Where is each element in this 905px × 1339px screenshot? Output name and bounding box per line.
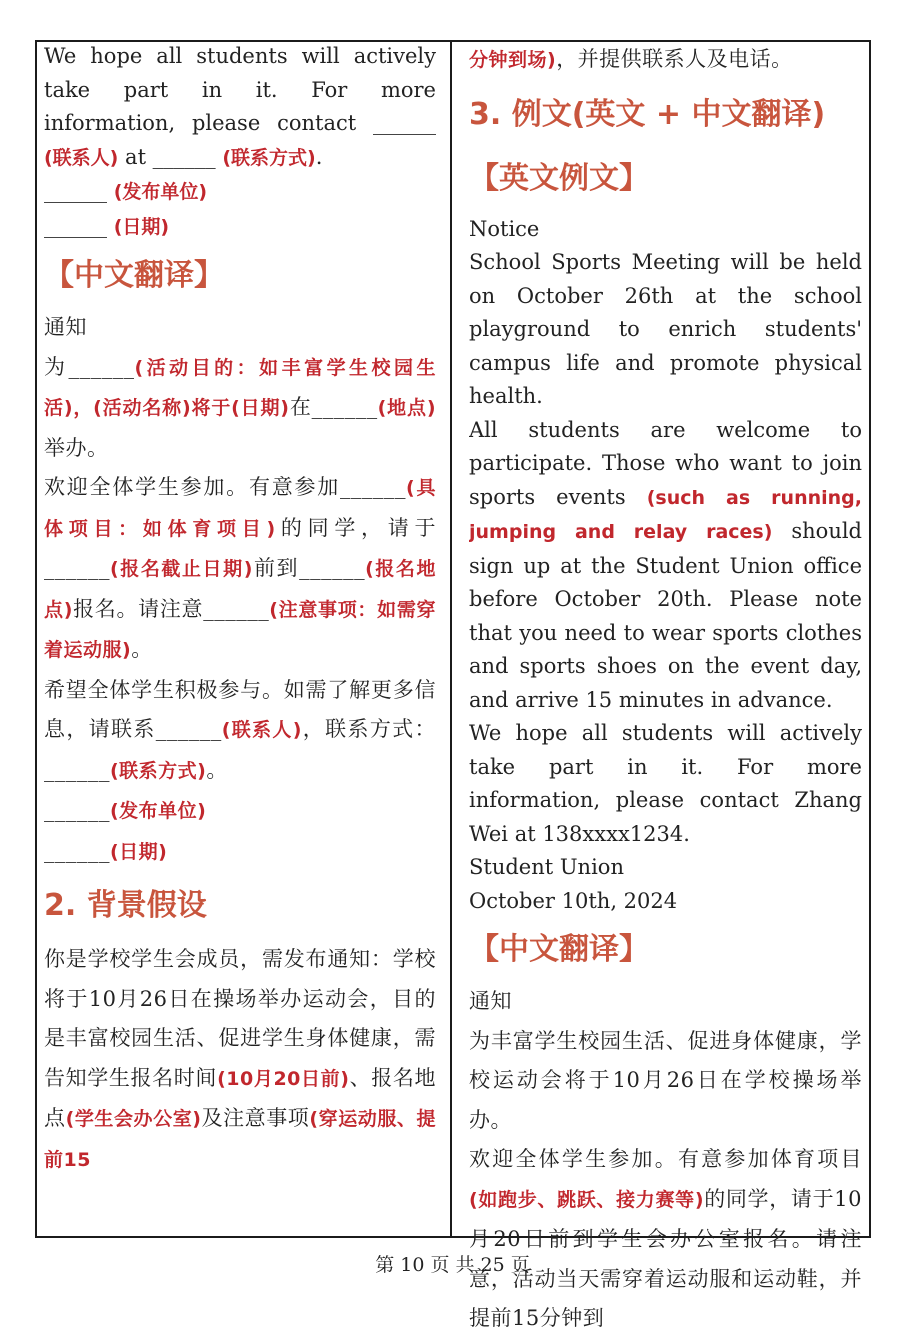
body-text: ，联系方式：______ <box>44 717 436 782</box>
template-signature <box>44 175 436 210</box>
highlight-text: (10月20日前) <box>217 1067 350 1090</box>
highlight-text: (报名截止日期) <box>110 558 253 580</box>
body-text: 的同学，请于______ <box>44 515 436 580</box>
example-en-date: October 10th, 2024 <box>469 888 678 913</box>
highlight-text: (具体项目：如体育项目) <box>44 477 436 540</box>
body-text: 的同学，请于10月20日前到学生会办公室报名。请注意，活动当天需穿着运动服和运动鞋，并提前15分钟到 <box>469 1186 862 1330</box>
highlight-text: (发布单位) <box>110 800 207 822</box>
body-text: 你是学校学生会成员，需发布通知：学校将于10月26日在操场举办运动会，目的是丰富校园生活、促进学生身体健康，需告知学生报名时间 <box>44 947 436 1090</box>
body-text: 欢迎全体学生参加。有意参加体育项目 <box>469 1147 862 1171</box>
body-text: 欢迎全体学生参加。有意参加______ <box>44 475 407 499</box>
highlight-text: (联系方式) <box>222 146 316 169</box>
body-text: We hope all students will actively take part in it. For more information, please contact ______ <box>44 44 436 135</box>
background-heading: 2. 背景假设 <box>44 888 207 923</box>
notice-title-cn: 通知 <box>44 315 87 339</box>
example-cn-heading: 【中文翻译】 <box>469 932 649 967</box>
body-text: 希望全体学生积极参与。如需了解更多信息，请联系______ <box>44 677 436 741</box>
body-text: 。 <box>131 637 153 661</box>
example-cn-paragraph-1: 为丰富学生校园生活、促进身体健康，学校运动会将于10月26日在学校操场举办。 <box>469 1028 862 1132</box>
highlight-text: (地点) <box>377 397 436 419</box>
highlight-text: (穿运动服、提前15 <box>44 1108 436 1171</box>
example-cn-paragraph-2 <box>469 1140 862 1339</box>
highlight-text: (学生会办公室) <box>65 1108 202 1130</box>
template-cn-paragraph-3 <box>44 671 436 792</box>
highlight-text: (联系人) <box>44 146 119 169</box>
highlight-text: (发布单位) <box>113 181 208 203</box>
body-text: 报名。请注意______ <box>72 596 270 621</box>
body-text: 在______ <box>289 395 378 419</box>
body-text: ______ <box>44 798 110 822</box>
highlight-text: (日期) <box>113 215 170 238</box>
template-closing-paragraph <box>44 40 436 175</box>
example-en-paragraph-2 <box>469 414 862 718</box>
notice-title-en: Notice <box>469 216 540 241</box>
highlight-text: (联系人) <box>221 719 302 741</box>
body-text: ______ <box>44 179 114 203</box>
body-text: 前到______ <box>252 556 366 580</box>
body-text: 、报名地点 <box>44 1065 436 1130</box>
example-heading: 3. 例文(英文 + 中文翻译) <box>469 96 826 132</box>
body-text: ______ <box>44 213 114 238</box>
body-text: ，并提供联系人及电话。 <box>556 47 793 71</box>
body-text: 举办。 <box>44 435 109 460</box>
example-en-paragraph-1: School Sports Meeting will be held on October 26th at the school playground to enrich students' campus life and promote physical health. <box>469 250 862 408</box>
highlight-text: (日期) <box>110 840 168 863</box>
body-text: 。 <box>206 757 228 782</box>
left-column <box>44 40 436 1180</box>
english-example-heading: 【英文例文】 <box>469 160 649 196</box>
highlight-text: (注意事项：如需穿着运动服) <box>44 598 436 661</box>
body-text: All students are welcome to participate. Those who want to join sports events <box>469 417 862 509</box>
highlight-text: (such as running, jumping and relay races) <box>469 486 862 543</box>
chinese-translation-heading: 【中文翻译】 <box>44 258 224 293</box>
body-text: 及注意事项 <box>201 1106 310 1130</box>
highlight-text: (活动目的：如丰富学生校园生活)，(活动名称)将于(日期) <box>44 356 436 419</box>
highlight-text: (报名地点) <box>44 558 436 621</box>
template-cn-paragraph-1 <box>44 348 436 469</box>
body-text: at ______ <box>118 144 223 169</box>
body-text: should sign up at the Student Union office before October 20th. Please note that you need to wear sports clothes and sports shoes on the event day, and arrive 15 minutes in advance. <box>469 519 862 712</box>
template-cn-paragraph-2 <box>44 468 436 671</box>
body-text: 为______ <box>44 354 135 379</box>
notice-title-cn-example: 通知 <box>469 989 512 1013</box>
template-cn-signature <box>44 791 436 832</box>
body-text: ______ <box>44 838 110 863</box>
template-cn-date <box>44 832 436 873</box>
example-en-paragraph-3: We hope all students will actively take part in it. For more information, please contact Zhang Wei at 138xxxx1234. <box>469 721 862 846</box>
background-continued <box>469 40 862 81</box>
body-text: . <box>315 144 323 169</box>
highlight-text: (如跑步、跳跃、接力赛等) <box>469 1188 705 1211</box>
right-column <box>469 40 862 1339</box>
page-footer: 第 10 页 共 25 页 <box>375 1254 530 1276</box>
column-divider <box>450 40 452 1238</box>
background-paragraph <box>44 940 436 1180</box>
template-date <box>44 210 436 245</box>
highlight-text: 分钟到场) <box>469 49 557 71</box>
highlight-text: (联系方式) <box>110 759 207 782</box>
example-en-signature: Student Union <box>469 855 624 879</box>
